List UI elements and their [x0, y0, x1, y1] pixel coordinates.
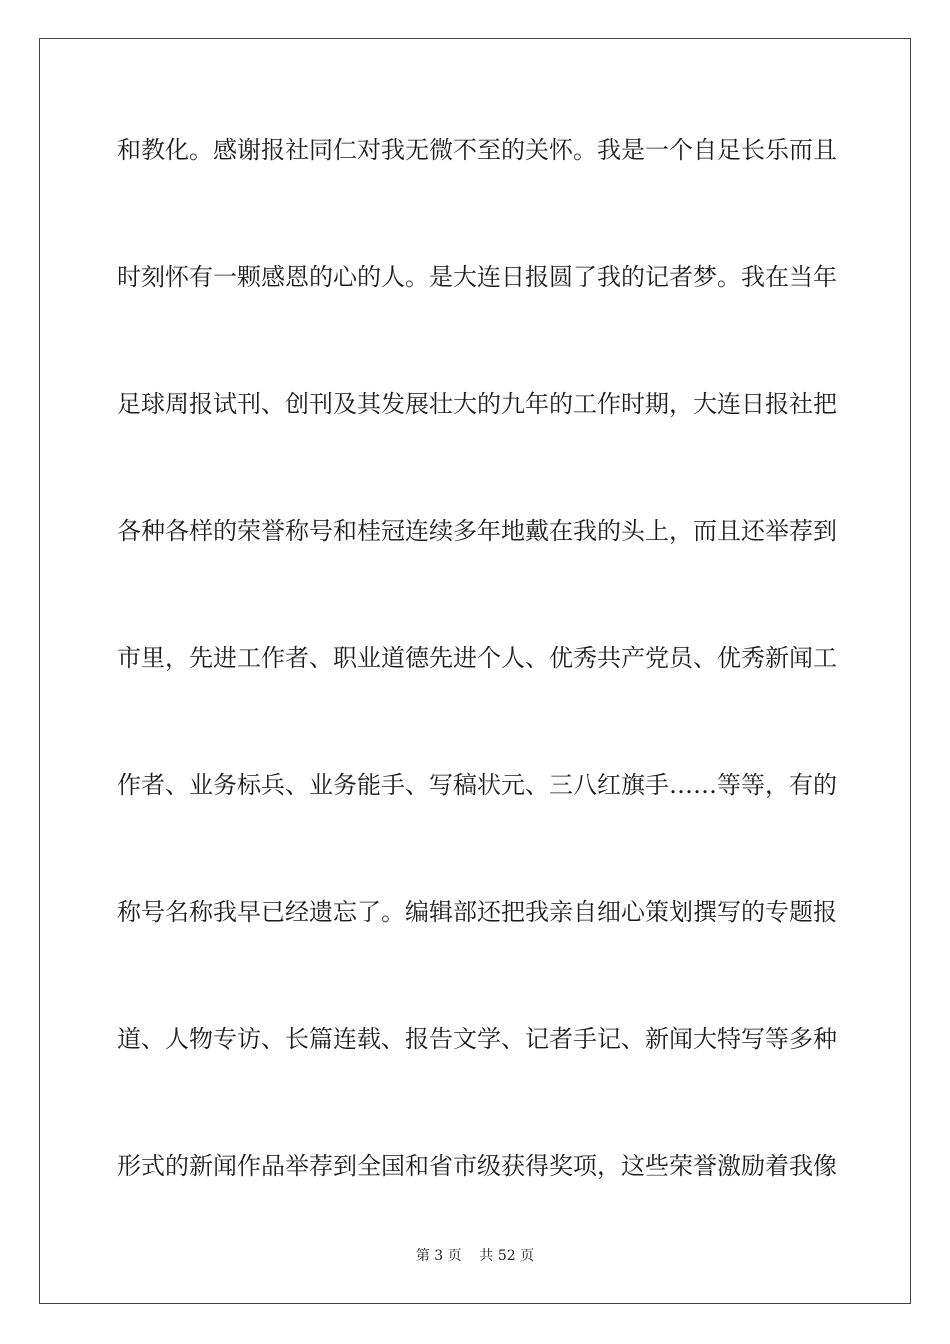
text-line-4: 各种各样的荣誉称号和桂冠连续多年地戴在我的头上，而且还举荐到 — [117, 517, 837, 545]
document-body — [117, 118, 837, 1261]
page-number-footer: 第 3 页 共 52 页 — [415, 1248, 535, 1264]
text-line-5: 市里，先进工作者、职业道德先进个人、优秀共产党员、优秀新闻工 — [117, 644, 837, 672]
text-line-9: 形式的新闻作品举荐到全国和省市级获得奖项，这些荣誉激励着我像 — [117, 1152, 837, 1180]
text-line-8: 道、人物专访、长篇连载、报告文学、记者手记、新闻大特写等多种 — [117, 1025, 837, 1053]
text-line-7: 称号名称我早已经遗忘了。编辑部还把我亲自细心策划撰写的专题报 — [117, 898, 837, 926]
text-line-2: 时刻怀有一颗感恩的心的人。是大连日报圆了我的记者梦。我在当年 — [117, 263, 837, 291]
text-line-1: 和教化。感谢报社同仁对我无微不至的关怀。我是一个自足长乐而且 — [117, 136, 837, 164]
text-line-3: 足球周报试刊、创刊及其发展壮大的九年的工作时期，大连日报社把 — [117, 390, 837, 418]
text-line-6: 作者、业务标兵、业务能手、写稿状元、三八红旗手……等等，有的 — [117, 771, 837, 799]
